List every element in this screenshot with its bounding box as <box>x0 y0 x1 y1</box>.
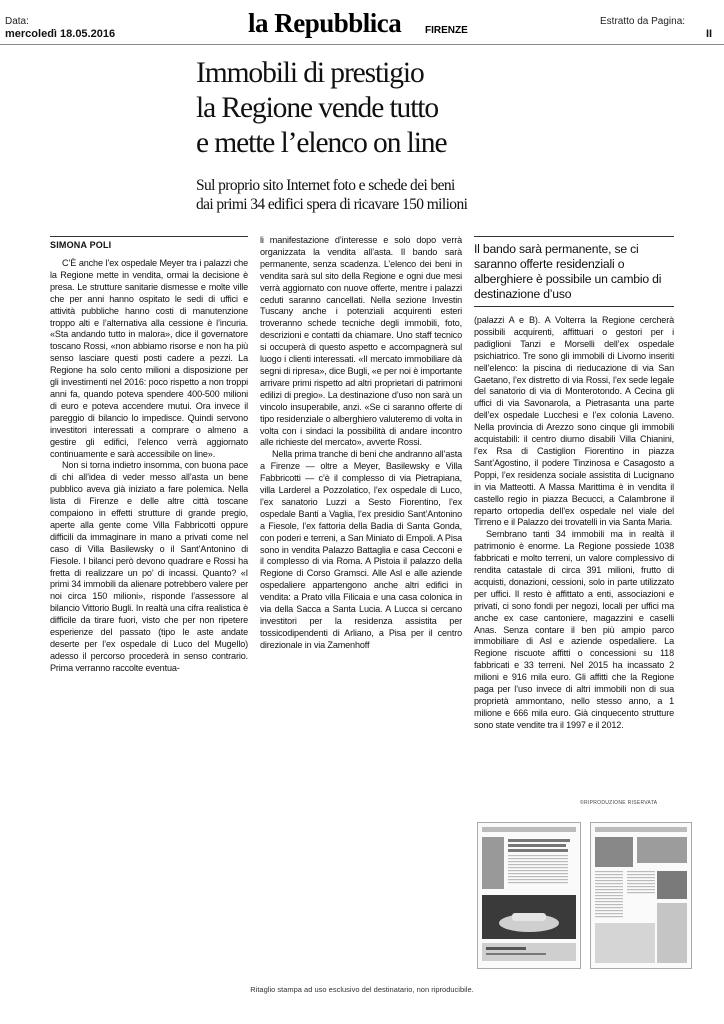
page-thumbnail-graphic <box>478 823 580 968</box>
pull-quote: Il bando sarà permanente, se ci saranno offerte residenziali o alberghiere è possibile un cambio di destinazione d’uso <box>474 242 662 301</box>
page-number: II <box>706 28 713 40</box>
headline-line: e mette l’elenco on line <box>196 127 447 159</box>
subhead-line: dai primi 34 edifici spera di ricavare 150 milioni <box>196 196 468 213</box>
headline-line: Immobili di prestigio <box>196 57 424 89</box>
article-paragraph: Nella prima tranche di beni che andranno all’asta a Firenze — oltre a Meyer, Basilewsky e Villa Fabbricotti — c’è il complesso di via Pietrapiana, villa Larderel a Pozzolatico, l’ex ospedale di Luco, l’ex sanatorio Luzzi a Sesto Fiorentino, l’ex ospedale Banti a Vaglia, l’ex presidio Sant’Antonino a Fiesole, l’ex fattoria della Badia di Santa Gonda, con poderi e terreni, a San Miniato di Empoli. A Pisa sono in vendita Palazzo Battaglia e casa Cecconi e il complesso di via Roma. A Pistoia il palazzo della Regione di Corso Gramsci. Alle Asl e alle aziende ospedaliere appartengono anche altri edifici in vendita: a Prato villa Filicaia e una casa colonica in via della Sacca a Santa Lucia. A Lucca si cercano investitori per la residenza assistita per tossicodipendenti di Arliano, a Pisa per il centro direzionale in via Zamenhoff <box>260 449 462 650</box>
page-thumbnail-1 <box>477 822 581 969</box>
clipping-footer: Ritaglio stampa ad uso esclusivo del destinatario, non riproducibile. <box>250 985 474 994</box>
article-paragraph: Sembrano tanti 34 immobili ma in realtà il patrimonio è enorme. La Regione possiede 1038 fabbricati e molto terreni, un valore complessivo di rendita catastale di circa 391 milioni, frutto di acquisti, donazioni, cessioni, solo in parte utilizzato per uffici. Il resto è affittato a enti, associazioni e privati, ci sono fondi per negozi, locali per uffici ma anche ex case cantoniere, magazzini e caselli Anas. Senza contare il ben più ampio parco immobiliare di Asl e aziende ospedaliere. La Regione riscuote affitti o concessioni su 118 fabbricati e 33 terreni. Nel 2015 ha incassato 2 milioni e 916 mila euro. Gli affitti che la Regione paga per l’uso invece di altri immobili non di sua proprietà ammontano, nello stesso anno, a 1 milione e 666 mila euro. Già cinquecento strutture sono state vendite tra il 1997 e il 2012. <box>474 529 674 730</box>
article-paragraph: (palazzi A e B). A Volterra la Regione cercherà possibili acquirenti, affittuari o gestori per i padiglioni Tanzi e Morselli dell’ex ospedale psichiatrico. Tre sono gli immobili di Livorno inseriti nell’elenco: la piscina di rieducazione di via San Gaetano, l’ex distretto di via Rossi, l’ex sede legale del sanatorio di via di Monterotondo. A Cecina gli uffici di via Savonarola, a Pietrasanta una parte dell’ex ospedale Lucchesi e l’ex colonia Laveno. Nella provincia di Arezzo sono cinque gli immobili acquistabili: il centro diurno disabili Villa Chianini, l’ex Rsa di Castiglion Fiorentino in piazza Sant’Agostino, il podere Tinzinosa e Casagosto a Poppi, l’ex residenza sociale assistita di Lucignano in via Matteotti. A Massa Marittima è in vendita il castello regio in piazza Becucci, a Calambrone il reparto ortopedia dell’ex ospedale nel viale del Tirreno e il Palazzo dei trovatelli in via Santa Maria. <box>474 315 674 528</box>
subhead-line: Sul proprio sito Internet foto e schede dei beni <box>196 177 455 194</box>
article-paragraph: li manifestazione d’interesse e solo dopo verrà organizzata la vendita all’asta. Il bando sarà permanente, senza scadenza. L’elenco dei beni in vendita sarà sul sito della Regione e ogni due mesi verrà aggiornato con nuove offerte, mentre i palazzi ceduti saranno cancellati. Nella sezione Investin Tuscany anche i potenziali acquirenti esteri troveranno schede tecniche degli immobili, foto, descrizioni e contatti da chiamare. Uno staff tecnico si occuperà di questo aspetto e accompagnerà sul luogo i clienti interessati. «Il mercato immobiliare dà segni di ripresa», dice Bugli, «e per noi è importante arrivare primi rispetto ad altri proprietari di patrimoni edilizi di pregio». La destinazione d’uso non sarà un vincolo insuperabile, anzi. «Se ci saranno offerte di tipo residenziale o alberghiero valuteremo di volta in volta con i sindaci la possibilità di andare incontro alle richieste del mercato», avverte Rossi. <box>260 235 462 448</box>
page-thumbnail-graphic <box>591 823 691 968</box>
article-subhead <box>196 176 626 214</box>
article-paragraph: C’È anche l’ex ospedale Meyer tra i palazzi che la Regione mette in vendita, ormai la decisione è presa. Le strutture sanitarie dismesse e molte ville che per anni hanno ospitato le sedi di uffici e attività pubbliche hanno costi di manutenzione troppo alti e l’alternativa alla cessione è l’incuria. «Sta andando tutto in malora», dice il governatore toscano Rossi, «non abbiamo risorse e non ha più senso lasciare questi posti cadere a pezzi. La Regione ha solo cento milioni a disposizione per gli investimenti nel 2016: poco rispetto a non troppi anni fa, quando poteva spendere 400-500 milioni di euro e poteva accendere mutui. Ora invece il pareggio di bilancio lo impedisce. Quindi servono investitori interessati a comprare o almeno a gestire gli edifici, l’elenco verrà aggiornato continuamente e sarà accessibile on line». <box>50 258 248 459</box>
date-label: Data: <box>5 16 29 27</box>
headline-line: la Regione vende tutto <box>196 92 439 124</box>
header-divider <box>0 44 724 45</box>
pullquote-divider-bottom <box>474 306 674 307</box>
article-column-1 <box>50 258 248 675</box>
article-column-2 <box>260 235 462 652</box>
newspaper-masthead: la Repubblica <box>248 8 402 38</box>
byline-divider <box>50 236 248 237</box>
copyright-notice: ©RIPRODUZIONE RISERVATA <box>580 800 658 806</box>
pullquote-divider-top <box>474 236 674 237</box>
article-column-3 <box>474 315 674 732</box>
article-byline: SIMONA POLI <box>50 240 112 250</box>
article-paragraph: Non si torna indietro insomma, con buona pace di chi all’idea di veder messo all’asta un bene pubblico aveva già iniziato a fare polemica. Nella lista di Firenze e delle altre città toscane compaiono in effetti strutture di grande pregio, aperte alla gente come Villa Fabbricotti oppure difficili da immaginare in mano a privati come nel caso di Villa Basilewsky o il Sant’Antonino di Fiesole. I bilanci però devono quadrare e Rossi ha fretta di realizzare un po’ di incassi. Quanto? «I primi 34 immobili da alienare potrebbero valere per noi circa 150 milioni», risponde l’assessore al bilancio Vittorio Bugli. In realtà una cifra realistica è difficile da tirare fuori, visto che per non ripetere esperienze del passato (tipo le aste andate deserte per l’ex ospedale di Luco del Mugello) adesso il percorso procederà in senso contrario. Prima verranno raccolte eventua- <box>50 460 248 673</box>
article-headline <box>196 56 616 161</box>
page-thumbnail-2 <box>590 822 692 969</box>
extract-page-label: Estratto da Pagina: <box>600 16 686 27</box>
publication-date: mercoledì 18.05.2016 <box>5 28 116 40</box>
edition-label: FIRENZE <box>425 25 468 36</box>
